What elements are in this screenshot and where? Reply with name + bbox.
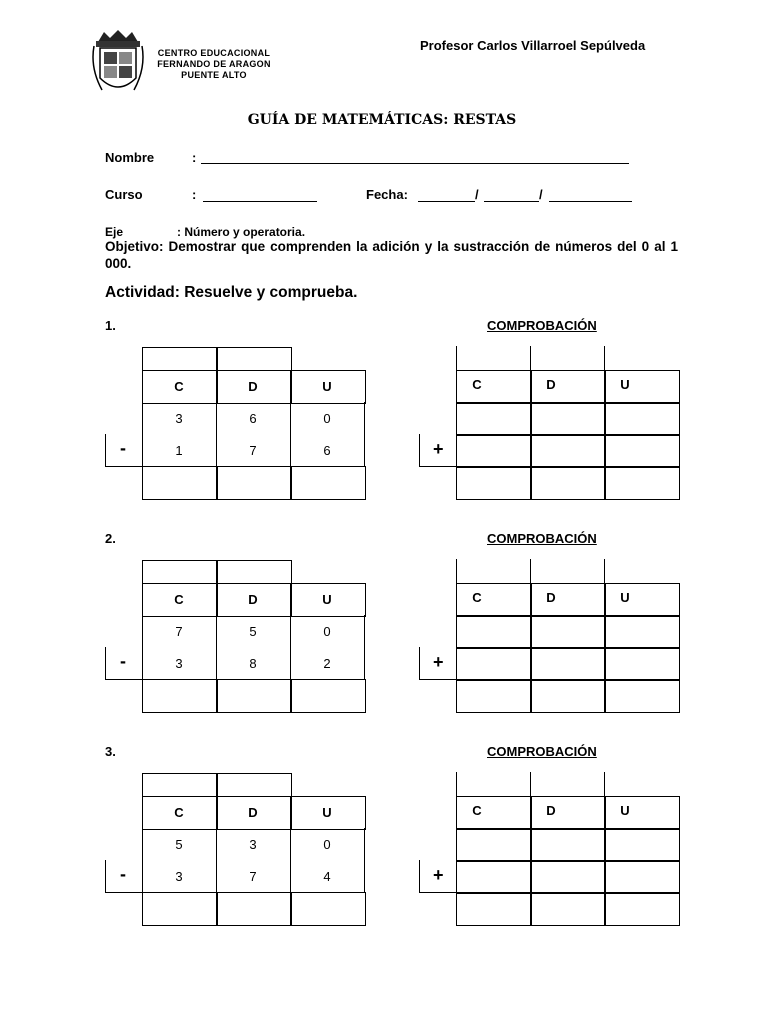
operator-bracket xyxy=(419,647,420,679)
check-cell[interactable] xyxy=(604,402,680,436)
result-cell[interactable] xyxy=(142,892,218,926)
check-cell[interactable] xyxy=(456,615,532,649)
fecha-day-field[interactable] xyxy=(418,201,475,202)
carry-box[interactable] xyxy=(142,347,218,371)
grid-line xyxy=(530,772,531,796)
check-cell[interactable] xyxy=(530,679,606,713)
grid-line xyxy=(604,346,605,370)
check-header-u: U xyxy=(620,377,630,392)
minuend-digit: 3 xyxy=(249,837,257,852)
comprobacion-label: COMPROBACIÓN xyxy=(487,744,597,759)
subtrahend-digit: 7 xyxy=(249,443,257,458)
subtrahend-digit: 2 xyxy=(323,656,331,671)
actividad-heading: Actividad: Resuelve y comprueba. xyxy=(105,284,358,301)
result-cell[interactable] xyxy=(216,466,292,500)
plus-sign: + xyxy=(433,652,444,672)
result-cell[interactable] xyxy=(216,679,292,713)
carry-box[interactable] xyxy=(142,773,218,797)
eje-value: : Número y operatoria. xyxy=(177,225,306,239)
grid-line xyxy=(604,772,605,796)
check-header-c: C xyxy=(472,803,482,818)
exercise-number: 1. xyxy=(105,318,116,333)
minuend-digit: 6 xyxy=(249,411,257,426)
check-cell[interactable] xyxy=(530,434,606,468)
grid-line xyxy=(530,346,531,370)
subtrahend-digit: 7 xyxy=(249,869,257,884)
minuend-digit: 5 xyxy=(175,837,183,852)
plus-sign: + xyxy=(433,865,444,885)
check-cell[interactable] xyxy=(530,466,606,500)
subtrahend-digit: 3 xyxy=(175,869,183,884)
minus-sign: - xyxy=(120,864,126,884)
subtrahend-digit: 3 xyxy=(175,656,183,671)
check-cell[interactable] xyxy=(604,434,680,468)
minuend-digit: 7 xyxy=(175,624,183,639)
operator-bracket xyxy=(105,860,106,892)
column-header-c: C xyxy=(174,592,184,607)
comprobacion-label: COMPROBACIÓN xyxy=(487,531,597,546)
check-cell[interactable] xyxy=(456,828,532,862)
school-line-1: CENTRO EDUCACIONAL xyxy=(157,48,271,58)
check-cell[interactable] xyxy=(456,892,532,926)
objetivo-text: Objetivo: Demostrar que comprenden la adición y la sustracción de números del 0 al 1 000. xyxy=(105,239,678,271)
nombre-colon: : xyxy=(192,150,197,165)
minuend-digit: 3 xyxy=(175,411,183,426)
check-cell[interactable] xyxy=(530,828,606,862)
minuend-digit: 0 xyxy=(323,411,331,426)
carry-box[interactable] xyxy=(142,560,218,584)
check-header-u: U xyxy=(620,803,630,818)
exercise-number: 3. xyxy=(105,744,116,759)
check-header-u: U xyxy=(620,590,630,605)
check-header-c: C xyxy=(472,377,482,392)
minuend-digit: 0 xyxy=(323,624,331,639)
result-cell[interactable] xyxy=(142,466,218,500)
column-header-c: C xyxy=(174,805,184,820)
result-line xyxy=(419,679,456,680)
minus-sign: - xyxy=(120,651,126,671)
minus-sign: - xyxy=(120,438,126,458)
exercise-number: 2. xyxy=(105,531,116,546)
fecha-month-field[interactable] xyxy=(484,201,539,202)
comprobacion-label: COMPROBACIÓN xyxy=(487,318,597,333)
column-header-d: D xyxy=(248,379,258,394)
minuend-digit: 0 xyxy=(323,837,331,852)
check-cell[interactable] xyxy=(604,647,680,681)
check-header-d: D xyxy=(546,377,556,392)
check-cell[interactable] xyxy=(530,402,606,436)
check-header-d: D xyxy=(546,803,556,818)
grid-line xyxy=(364,402,365,466)
nombre-label: Nombre xyxy=(105,150,155,165)
carry-box[interactable] xyxy=(216,560,292,584)
check-cell[interactable] xyxy=(604,892,680,926)
carry-box[interactable] xyxy=(216,347,292,371)
grid-line xyxy=(364,828,365,892)
curso-label: Curso xyxy=(105,187,143,202)
check-cell[interactable] xyxy=(530,647,606,681)
school-line-3: PUENTE ALTO xyxy=(181,70,247,80)
result-cell[interactable] xyxy=(290,892,366,926)
operator-bracket xyxy=(419,860,420,892)
check-cell[interactable] xyxy=(456,466,532,500)
check-cell[interactable] xyxy=(456,860,532,894)
check-cell[interactable] xyxy=(604,828,680,862)
fecha-label: Fecha: xyxy=(366,187,408,202)
page-title: GUÍA DE MATEMÁTICAS: RESTAS xyxy=(247,112,517,128)
column-header-u: U xyxy=(322,592,332,607)
check-cell[interactable] xyxy=(604,615,680,649)
grid-line xyxy=(456,772,457,796)
check-cell[interactable] xyxy=(456,647,532,681)
minuend-digit: 5 xyxy=(249,624,257,639)
check-cell[interactable] xyxy=(604,466,680,500)
check-cell[interactable] xyxy=(530,892,606,926)
column-header-c: C xyxy=(174,379,184,394)
operator-bracket xyxy=(105,647,106,679)
subtrahend-digit: 4 xyxy=(323,869,331,884)
check-header-d: D xyxy=(546,590,556,605)
school-name xyxy=(154,48,274,81)
result-line xyxy=(419,892,456,893)
subtrahend-digit: 6 xyxy=(323,443,331,458)
subtrahend-digit: 8 xyxy=(249,656,257,671)
result-line xyxy=(419,466,456,467)
column-header-d: D xyxy=(248,805,258,820)
operator-bracket xyxy=(419,434,420,466)
check-cell[interactable] xyxy=(604,860,680,894)
check-cell[interactable] xyxy=(530,860,606,894)
fecha-slash-2: / xyxy=(539,187,543,202)
column-header-u: U xyxy=(322,379,332,394)
eje-label: Eje xyxy=(105,225,124,239)
subtrahend-digit: 1 xyxy=(175,443,183,458)
column-header-u: U xyxy=(322,805,332,820)
grid-line xyxy=(604,559,605,583)
grid-line xyxy=(364,615,365,679)
result-cell[interactable] xyxy=(290,466,366,500)
column-header-d: D xyxy=(248,592,258,607)
result-cell[interactable] xyxy=(142,679,218,713)
fecha-year-field[interactable] xyxy=(549,201,632,202)
curso-field[interactable] xyxy=(203,201,317,202)
check-cell[interactable] xyxy=(456,402,532,436)
grid-line xyxy=(456,559,457,583)
operator-bracket xyxy=(105,434,106,466)
grid-line xyxy=(456,346,457,370)
check-cell[interactable] xyxy=(530,615,606,649)
fecha-slash-1: / xyxy=(475,187,479,202)
teacher-name: Profesor Carlos Villarroel Sepúlveda xyxy=(420,38,646,53)
check-cell[interactable] xyxy=(604,679,680,713)
check-cell[interactable] xyxy=(456,679,532,713)
result-cell[interactable] xyxy=(216,892,292,926)
check-cell[interactable] xyxy=(456,434,532,468)
grid-line xyxy=(530,559,531,583)
check-header-c: C xyxy=(472,590,482,605)
result-cell[interactable] xyxy=(290,679,366,713)
nombre-field[interactable] xyxy=(201,163,629,164)
plus-sign: + xyxy=(433,439,444,459)
carry-box[interactable] xyxy=(216,773,292,797)
school-line-2: FERNANDO DE ARAGON xyxy=(157,59,271,69)
curso-colon: : xyxy=(192,187,197,202)
